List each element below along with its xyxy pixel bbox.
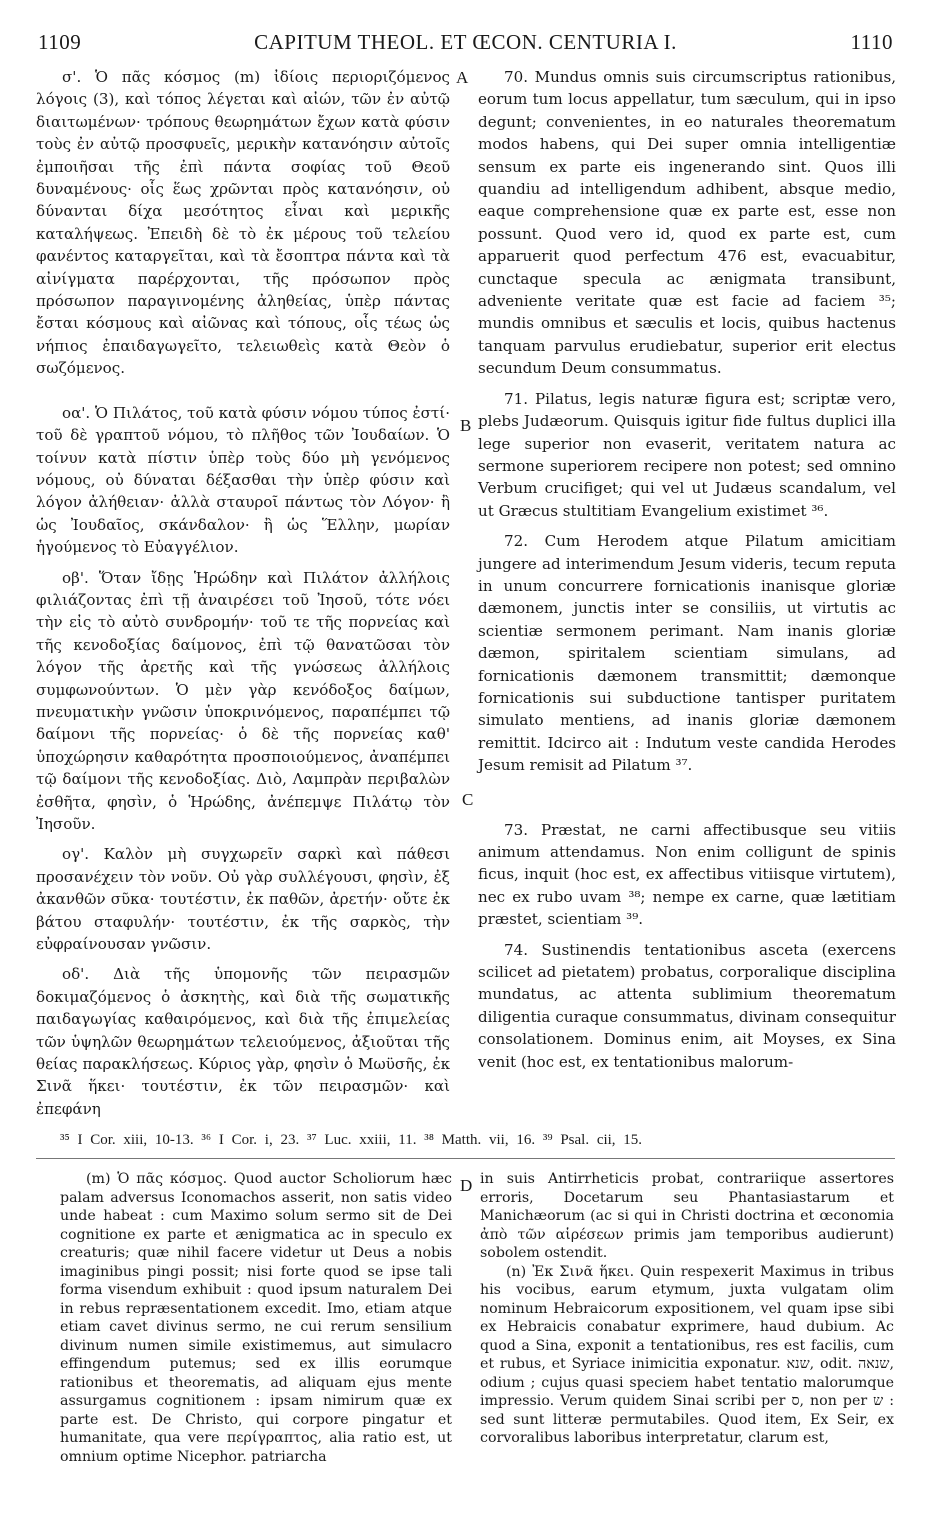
running-title: CAPITUM THEOL. ET ŒCON. CENTURIA I. bbox=[254, 30, 677, 54]
footnote-divider bbox=[36, 1158, 895, 1159]
running-header bbox=[38, 30, 893, 60]
latin-chapter-70: 70. Mundus omnis suis circumscriptus rationibus, eorum tum locus appellatur, tum sæculum, qui in ipso degunt; convenientes, in eo naturales theorematum modos habens, qui Dei super omnia intelligentiæ sensum ex parte eis ingenerando sint. Quos illi quandiu ad intelligendum adhibent, absque medio, eaque comprehensione quæ ex parte est, esse non possunt. Quod vero id, quod ex parte est, cum apparuerit quod perfectum 476 est, evacuabitur, cunctaque specula ac ænigmata transibunt, adveniente veritate quæ est facie ad faciem ³⁵; mundis omnibus et sæculis et locis, quibus hactenus tanquam parvulus erudiebatur, superior erit electus secundum Deum consummatus. bbox=[478, 68, 896, 378]
scholion-m-continued: in suis Antirrheticis probat, contrariique assertores erroris, Docetarum seu Phantasiastarum et Manichæorum (ac si qui in Christi doctrina et œconomia ἀπὸ τῶν αἱρέσεων primis jam temporibus audierunt) sobolem ostendit. bbox=[480, 1171, 894, 1261]
footnotes: ³⁵ I Cor. xiii, 10-13. ³⁶ I Cor. i, 23. ³⁷ Luc. xxiii, 11. ³⁸ Matth. vii, 16. ³⁹ Psal. cii, 15. bbox=[60, 1132, 643, 1148]
greek-column bbox=[36, 66, 450, 1120]
latin-chapter-73: 73. Præstat, ne carni affectibusque seu vitiis animum attendamus. Non enim colligunt de spinis ficus, inquit (hoc est, ex affectibus vitiisque virtutem), nec ex rubo uvam ³⁸; nempe ex carne, quæ lætitiam præstet, scientiam ³⁹. bbox=[478, 820, 896, 929]
scholia-left-column bbox=[60, 1170, 452, 1466]
latin-chapter-71: 71. Pilatus, legis naturæ figura est; scriptæ vero, plebs Judæorum. Quisquis igitur fide fultus duplici illa lege superior non evaserit, veritatem natura ac sermone superiorem recipere non potest; sed omnino Verbum crucifiget; qui vel ut Judæus scandalum, vel ut Græcus stultitiam Evangelium existimet ³⁶. bbox=[478, 389, 896, 520]
scholion-m: (m) Ὁ πᾶς κόσμος. Quod auctor Scholiorum hæc palam adversus Iconomachos asserit, non satis video unde habeat : cum Maximo solum sermo sit de Dei cognitione ex parte et ænigmatica ac in speculo ex creaturis; quæ nihil facere videtur ut Deus a nobis imaginibus pingi possit; nisi forte quod se ipse tali forma visendum exhibuit : quod ipsum naturalem Dei in rebus repræsentationem excedit. Imo, etiam atque etiam cavet divinus sermo, ne cui rerum sensilium divinum numen simile existimemus, aut simulacro effingendum putemus; sed ex illis eorumque rationibus et theorematis, ad aliquam ejus mente assurgamus cognitionem : ipsam nimirum quæ ex parte est. De Christo, qui corpore pingatur et humanitate, qua vere περίγραπτος, alia ratio est, ut omnium optime Nicephor. patriarcha bbox=[60, 1171, 452, 1465]
latin-chapter-72: 72. Cum Herodem atque Pilatum amicitiam jungere ad interimendum Jesum videris, tecum reputa in unum concurrere fornicationis inanisque gloriæ dæmonem, junctis inter se consiliis, ut virtutis ac scientiæ sermonem perimant. Nam inanis gloriæ dæmon, spiritalem scientiam simulans, ad fornicationis dæmonem transmittit; dæmonque fornicationis sui subductione tantisper puritatem simulato mentiens, ad inanis gloriæ dæmonem remittit. Idcirco ait : Indutum veste candida Herodes Jesum remisit ad Pilatum ³⁷. bbox=[478, 532, 896, 775]
margin-marker-a: A bbox=[456, 68, 469, 87]
page-number-right: 1110 bbox=[850, 30, 893, 54]
greek-chapter-70: σ'. Ὁ πᾶς κόσμος (m) ἰδίοις περιοριζόμενος λόγοις (3), καὶ τόπος λέγεται καὶ αἰών, τῶν ἐν αὐτῷ διαιτωμένων· τρόπους θεωρημάτων ἔχων κατὰ φύσιν τοὺς ἐν αὐτῷ προσφυεῖς, μερικὴν κατανόησιν αὐτοῖς ἐμποιῆσαι τῆς ἐπὶ πάντα σοφίας τοῦ Θεοῦ δυναμένους· οἷς ἕως χρῶνται πρὸς κατανόησιν, οὐ δύνανται δίχα μεσότητος εἶναι καὶ μερικῆς καταλήψεως. Ἐπειδὴ δὲ τὸ ἐκ μέρους τοῦ τελείου φανέντος καταργεῖται, καὶ τὰ ἔσοπτρα πάντα καὶ τὰ αἰνίγματα παρέρχονται, τῆς πρόσωπον πρὸς πρόσωπον παραγινομένης ἀληθείας, ὑπὲρ πάντας ἔσται κόσμους καὶ αἰῶνας καὶ τόπους, οἷς τέως ὡς νήπιος ἐπαιδαγωγεῖτο, τελειωθεὶς κατὰ Θεὸν ὁ σωζόμενος. bbox=[36, 68, 450, 378]
margin-marker-b: B bbox=[460, 416, 472, 435]
latin-chapter-74: 74. Sustinendis tentationibus asceta (exercens scilicet ad pietatem) probatus, corporalique disciplina mundatus, ac attenta sublimium theorematum diligentia curaque consummatus, divinam consequitur consolationem. Dominus enim, ait Moyses, ex Sina venit (hoc est, ex tentationibus malorum- bbox=[478, 940, 896, 1071]
scholia-right-column bbox=[480, 1170, 894, 1448]
margin-marker-d: D bbox=[460, 1176, 473, 1195]
latin-column bbox=[478, 66, 896, 1073]
greek-chapter-72: οβ'. Ὅταν ἴδῃς Ἡρώδην καὶ Πιλάτον ἀλλήλοις φιλιάζοντας ἐπὶ τῇ ἀναιρέσει τοῦ Ἰησοῦ, τότε νόει τὴν εἰς τὸ αὐτὸ συνδρομήν· τοῦ τε τῆς πορνείας καὶ τῆς κενοδοξίας δαίμονος, ἐπὶ τῷ θανατῶσαι τὸν λόγον τῆς ἀρετῆς καὶ τῆς γνώσεως ἀλλήλοις συμφωνούντων. Ὁ μὲν γὰρ κενόδοξος δαίμων, πνευματικὴν γνῶσιν ὑποκρινόμενος, παραπέμπει τῷ δαίμονι τῆς πορνείας· ὁ δὲ τῆς πορνείας καθ' ὑποχώρησιν καθαρότητα προσποιούμενος, ἀναπέμπει τῷ δαίμονι τῆς κενοδοξίας. Διὸ, Λαμπρὰν περιβαλὼν ἐσθῆτα, φησὶν, ὁ Ἡρώδης, ἀνέπεμψε Πιλάτῳ τὸν Ἰησοῦν. bbox=[36, 568, 450, 833]
scholion-n: (n) Ἐκ Σινᾶ ἥκει. Quin respexerit Maximus in tribus his vocibus, earum etymum, juxta vulgatam olim nominum Hebraicorum expositionem, vel quam ipse sibi ex Hebraicis conabatur exprimere, haud dubium. Ac quod a Sina, exponit a tentationibus, res est facilis, cum et rubus, et Syriace inimicitia exponatur. שנא, odit. שנאה, odium ; cujus quasi speciem habet tentatio malorumque impressio. Verum quidem Sinai scribi per ס, non per ש : sed sunt litteræ permutabiles. Quod item, Ex Seir, ex corvoralibus laboribus interpretatur, clarum est, bbox=[480, 1263, 894, 1446]
greek-chapter-71: οα'. Ὁ Πιλάτος, τοῦ κατὰ φύσιν νόμου τύπος ἐστί· τοῦ δὲ γραπτοῦ νόμου, τὸ πλῆθος τῶν Ἰουδαίων. Ὁ τοίνυν κατὰ πίστιν ὑπὲρ τοὺς δύο μὴ γενόμενος νόμους, οὐ δύναται δέξασθαι τὴν ὑπὲρ φύσιν καὶ λόγον ἀλήθειαν· ἀλλὰ σταυροῖ πάντως τὸν Λόγον· ἢ ὡς Ἰουδαῖος, σκάνδαλον· ἢ ὡς Ἕλλην, μωρίαν ἡγούμενος τὸ Εὐαγγέλιον. bbox=[36, 403, 450, 557]
greek-chapter-74: οδ'. Διὰ τῆς ὑπομονῆς τῶν πειρασμῶν δοκιμαζόμενος ὁ ἀσκητὴς, καὶ διὰ τῆς σωματικῆς παιδαγωγίας καθαιρόμενος, καὶ διὰ τῆς ἐπιμελείας τῶν ὑψηλῶν θεωρημάτων τελειούμενος, ἀξιοῦται τῆς θείας παρακλήσεως. Κύριος γὰρ, φησὶν ὁ Μωϋσῆς, ἐκ Σινᾶ ἥκει· τουτέστιν, ἐκ τῶν πειρασμῶν· καὶ ἐπεφάνη bbox=[36, 965, 450, 1118]
greek-chapter-73: ογ'. Καλὸν μὴ συγχωρεῖν σαρκὶ καὶ πάθεσι προσανέχειν τὸν νοῦν. Οὐ γὰρ συλλέγουσι, φησὶν, ἐξ ἀκανθῶν σῦκα· τουτέστιν, ἐκ παθῶν, ἀρετήν· οὔτε ἐκ βάτου σταφυλήν· τουτέστιν, ἐκ τῆς σαρκὸς, τὴν εὐφραίνουσαν γνῶσιν. bbox=[36, 845, 450, 954]
page-number-left: 1109 bbox=[38, 30, 82, 54]
margin-marker-c: C bbox=[462, 790, 474, 809]
